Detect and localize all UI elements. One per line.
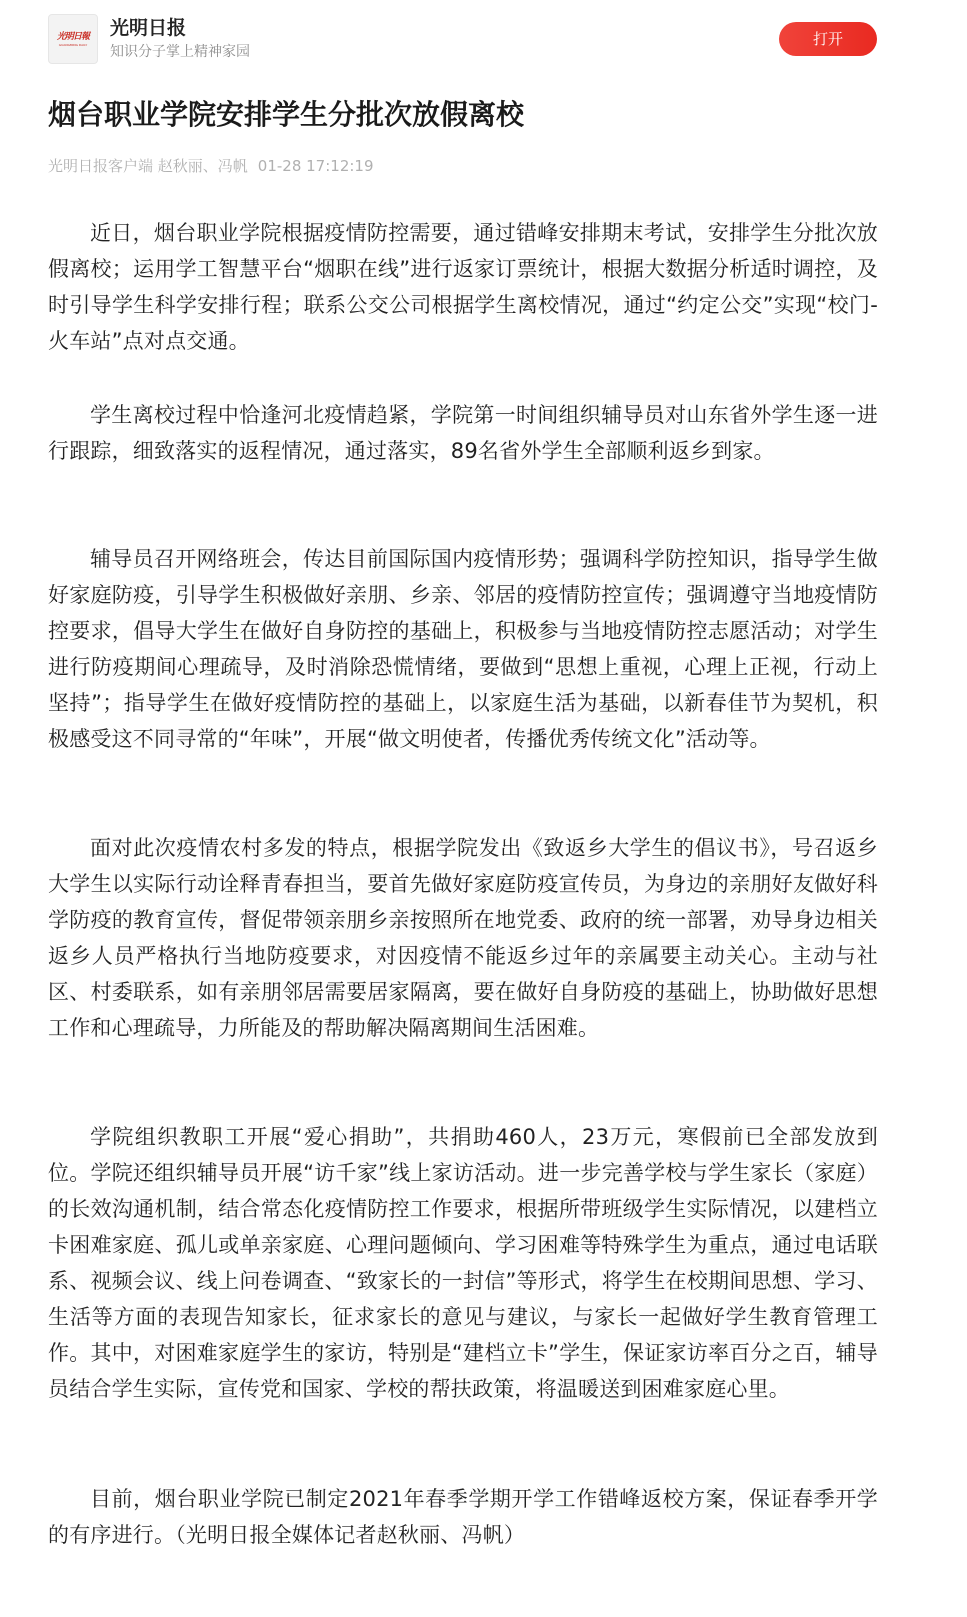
- article-meta: [48, 156, 374, 176]
- article-paragraph: 学院组织教职工开展“爱心捐助”，共捐助460人，23万元，寒假前已全部发放到位。学院还组织辅导员开展“访千家”线上家访活动。进一步完善学校与学生家长（家庭）的长效沟通机制，结合常态化疫情防控工作要求，根据所带班级学生实际情况，以建档立卡困难家庭、孤儿或单亲家庭、心理问题倾向、学习困难等特殊学生为重点，通过电话联系、视频会议、线上问卷调查、“致家长的一封信”等形式，将学生在校期间思想、学习、生活等方面的表现告知家长，征求家长的意见与建议，与家长一起做好学生教育管理工作。其中，对困难家庭学生的家访，特别是“建档立卡”学生，保证家访率百分之百，辅导员结合学生实际，宣传党和国家、学校的帮扶政策，将温暖送到困难家庭心里。: [48, 1125, 878, 1401]
- article-paragraph: 学生离校过程中恰逢河北疫情趋紧，学院第一时间组织辅导员对山东省外学生逐一进行跟踪，细致落实的返程情况，通过落实，89名省外学生全部顺利返乡到家。: [48, 403, 878, 463]
- article-source-authors: 光明日报客户端 赵秋丽、冯帆: [48, 157, 248, 175]
- brand-name: 光明日报: [110, 17, 187, 39]
- article-title: 烟台职业学院安排学生分批次放假离校: [48, 98, 525, 131]
- article-paragraph: 目前，烟台职业学院已制定2021年春季学期开学工作错峰返校方案，保证春季开学的有序进行。（光明日报全媒体记者赵秋丽、冯帆）: [48, 1487, 878, 1547]
- article-paragraph: 近日，烟台职业学院根据疫情防控需要，通过错峰安排期末考试，安排学生分批次放假离校；运用学工智慧平台“烟职在线”进行返家订票统计，根据大数据分析适时调控，及时引导学生科学安排行程；联系公交公司根据学生离校情况，通过“约定公交”实现“校门-火车站”点对点交通。: [48, 221, 878, 353]
- logo-calligraphy-text: 光明日報: [56, 31, 89, 42]
- article-timestamp: 01-28 17:12:19: [257, 157, 374, 175]
- brand-slogan: 知识分子掌上精神家园: [110, 44, 250, 60]
- article-paragraph: 面对此次疫情农村多发的特点，根据学院发出《致返乡大学生的倡议书》，号召返乡大学生以实际行动诠释青春担当，要首先做好家庭防疫宣传员，为身边的亲朋好友做好科学防疫的教育宣传，督促带领亲朋乡亲按照所在地党委、政府的统一部署，劝导身边相关返乡人员严格执行当地防疫要求，对因疫情不能返乡过年的亲属要主动关心。主动与社区、村委联系，如有亲朋邻居需要居家隔离，要在做好自身防疫的基础上，协助做好思想工作和心理疏导，力所能及的帮助解决隔离期间生活困难。: [48, 836, 878, 1040]
- open-app-button[interactable]: 打开: [779, 22, 877, 56]
- app-download-banner: [0, 0, 967, 80]
- app-logo[interactable]: [48, 14, 98, 64]
- logo-english-text: GUANGMING DAILY: [58, 42, 88, 47]
- article-paragraph: 辅导员召开网络班会，传达目前国际国内疫情形势；强调科学防控知识，指导学生做好家庭防疫，引导学生积极做好亲朋、乡亲、邻居的疫情防控宣传；强调遵守当地疫情防控要求，倡导大学生在做好自身防控的基础上，积极参与当地疫情防控志愿活动；对学生进行防疫期间心理疏导，及时消除恐慌情绪，要做到“思想上重视，心理上正视，行动上坚持”；指导学生在做好疫情防控的基础上，以家庭生活为基础，以新春佳节为契机，积极感受这不同寻常的“年味”，开展“做文明使者，传播优秀传统文化”活动等。: [48, 547, 878, 751]
